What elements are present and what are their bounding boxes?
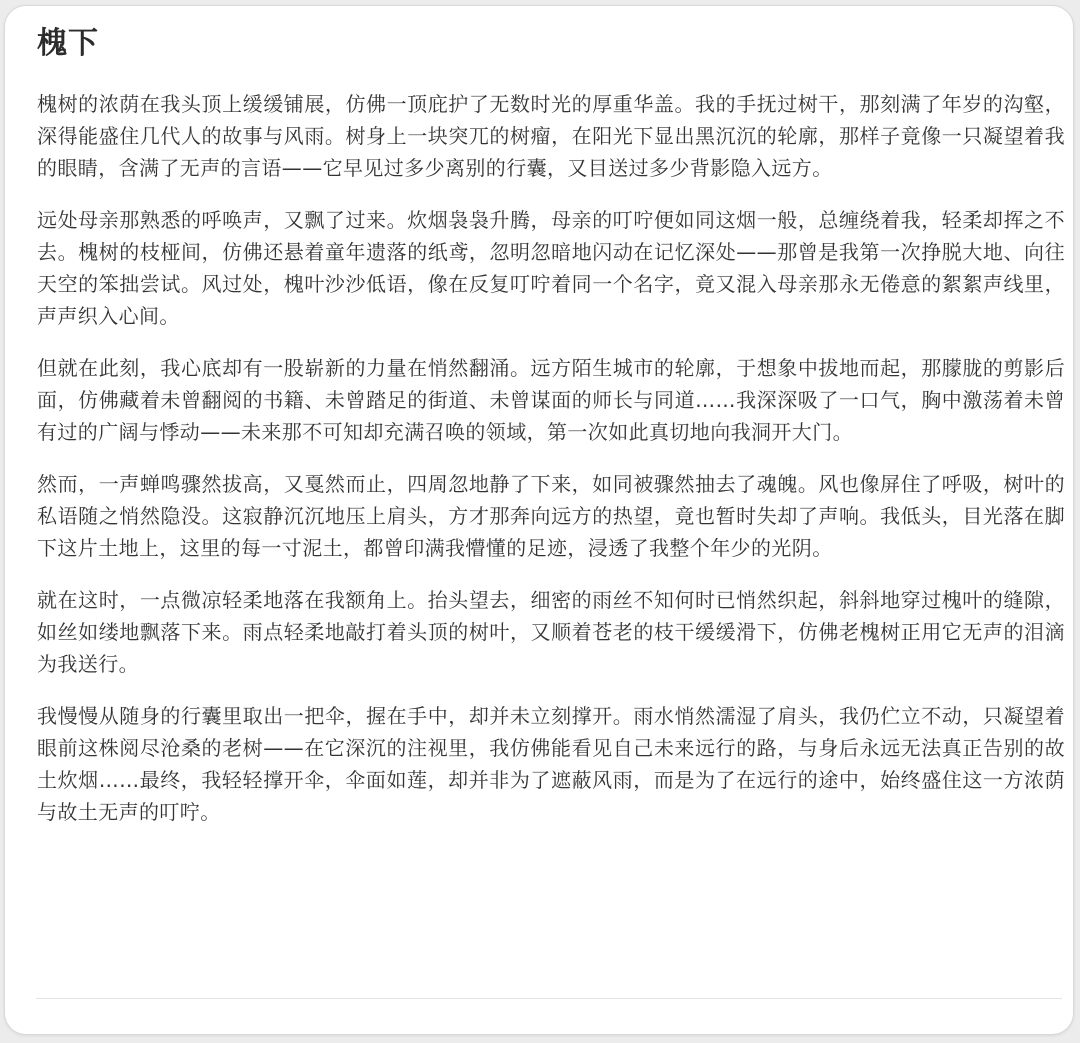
paragraph: 我慢慢从随身的行囊里取出一把伞，握在手中，却并未立刻撑开。雨水悄然濡湿了肩头，我仍伫立不动，只凝望着眼前这株阅尽沧桑的老树——在它深沉的注视里，我仿佛能看见自己未来远行的路，与身后永远无法真正告别的故土炊烟……最终，我轻轻撑开伞，伞面如莲，却并非为了遮蔽风雨，而是为了在远行的途中，始终盛住这一方浓荫与故土无声的叮咛。 [37,704,1065,824]
paragraph: 远处母亲那熟悉的呼唤声，又飘了过来。炊烟袅袅升腾，母亲的叮咛便如同这烟一般，总缠绕着我，轻柔却挥之不去。槐树的枝桠间，仿佛还悬着童年遗落的纸鸢，忽明忽暗地闪动在记忆深处——那曾是我第一次挣脱大地、向往天空的笨拙尝试。风过处，槐叶沙沙低语，像在反复叮咛着同一个名字，竟又混入母亲那永无倦意的絮絮声线里，声声织入心间。 [37,208,1065,328]
paragraph: 然而，一声蝉鸣骤然拔高，又戛然而止，四周忽地静了下来，如同被骤然抽去了魂魄。风也像屏住了呼吸，树叶的私语随之悄然隐没。这寂静沉沉地压上肩头，方才那奔向远方的热望，竟也暂时失却了声响。我低头，目光落在脚下这片土地上，这里的每一寸泥土，都曾印满我懵懂的足迹，浸透了我整个年少的光阴。 [37,472,1065,560]
article-card [4,5,1074,1035]
paragraph: 但就在此刻，我心底却有一股崭新的力量在悄然翻涌。远方陌生城市的轮廓，于想象中拔地而起，那朦胧的剪影后面，仿佛藏着未曾翻阅的书籍、未曾踏足的街道、未曾谋面的师长与同道……我深深吸了一口气，胸中激荡着未曾有过的广阔与悸动——未来那不可知却充满召唤的领域，第一次如此真切地向我洞开大门。 [37,356,1065,444]
paragraph: 就在这时，一点微凉轻柔地落在我额角上。抬头望去，细密的雨丝不知何时已悄然织起，斜斜地穿过槐叶的缝隙，如丝如缕地飘落下来。雨点轻柔地敲打着头顶的树叶，又顺着苍老的枝干缓缓滑下，仿佛老槐树正用它无声的泪滴为我送行。 [37,588,1065,676]
bottom-divider [36,998,1062,999]
article-title: 槐下 [37,26,99,61]
paragraph: 槐树的浓荫在我头顶上缓缓铺展，仿佛一顶庇护了无数时光的厚重华盖。我的手抚过树干，那刻满了年岁的沟壑，深得能盛住几代人的故事与风雨。树身上一块突兀的树瘤，在阳光下显出黑沉沉的轮廓，那样子竟像一只凝望着我的眼睛，含满了无声的言语——它早见过多少离别的行囊，又目送过多少背影隐入远方。 [37,92,1065,180]
article-body [37,88,1065,848]
